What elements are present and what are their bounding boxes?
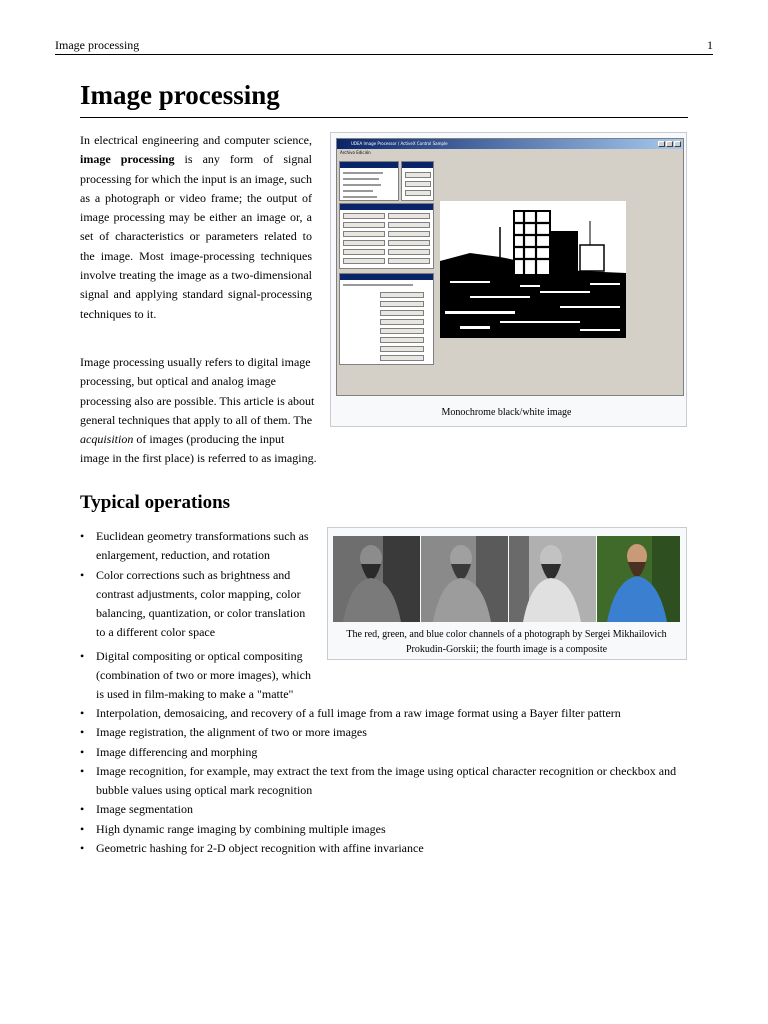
list-item: • Image segmentation (80, 800, 680, 819)
list-item: • Image registration, the alignment of two or more images (80, 723, 680, 742)
list-item: • Color corrections such as brightness and contrast adjustments, color mapping, color balancing, quantization, or color translation to a different color space (80, 566, 316, 643)
intro-p1-pre: In electrical engineering and computer science, (80, 133, 312, 147)
list-item: • Image differencing and morphing (80, 743, 680, 762)
intro-p1-post: is any form of signal processing for which the input is an image, such as a photograph or video frame; the output of image processing may be either an image or, a set of characteristics or parameters related to the image. Most image-processing techniques involve treating the image as a two-dimensional signal and applying standard signal-processing techniques to it. (80, 152, 312, 321)
intro-p2-post: of images (producing the input image in the first place) is referred to as imaging. (80, 432, 317, 466)
app-title: UDEA Image Processor / ActiveX Control Sample (351, 141, 448, 146)
red-channel-image (333, 536, 420, 622)
maximize-icon (666, 141, 673, 147)
list-item: • Image recognition, for example, may extract the text from the image using optical character recognition or checkbox and bubble values using optical mark recognition (80, 762, 680, 801)
app-menu: Archivo Edición (340, 150, 371, 155)
running-header-title: Image processing (55, 38, 140, 52)
intro-p2-italic: acquisition (80, 432, 134, 447)
section-heading: Typical operations (80, 492, 231, 513)
composite-color-image (597, 536, 680, 622)
list-item: • Interpolation, demosaicing, and recovery of a full image from a raw image format using a Bayer filter pattern (80, 704, 680, 723)
figure1-caption: Monochrome black/white image (441, 407, 572, 418)
page-number: 1 (707, 38, 713, 52)
running-header (55, 37, 713, 55)
monochrome-photo (440, 201, 626, 338)
list-item (80, 647, 316, 705)
panel-operations (339, 203, 434, 269)
app-titlebar (337, 139, 683, 149)
article-title: Image processing (80, 78, 688, 118)
operations-list-narrow (80, 527, 316, 705)
intro-p2-pre: Image processing usually refers to digital image processing, but optical and analog image processing also are possible. This article is about general techniques that apply to all of them. The (80, 355, 315, 427)
figure2-caption: The red, green, and blue color channels of a photograph by Sergei Mikhailovich Prokudin-Gorskii; the fourth image is a composite (346, 629, 667, 655)
operations-list-wide (80, 704, 680, 858)
minimize-icon (658, 141, 665, 147)
list-item: • High dynamic range imaging by combining multiple images (80, 820, 680, 839)
green-channel-image (421, 536, 508, 622)
intro-p1-bold: image processing (80, 152, 175, 167)
app-screenshot (336, 138, 684, 396)
list-item: • Geometric hashing for 2-D object recognition with affine invariance (80, 839, 680, 858)
panel-kernel (401, 161, 434, 201)
blue-channel-image (509, 536, 596, 622)
close-icon (674, 141, 681, 147)
list-item: • Euclidean geometry transformations such as enlargement, reduction, and rotation (80, 527, 316, 566)
intro-paragraph-1 (80, 131, 312, 324)
list-item-text: Digital compositing or optical compositing (combination of two or more images), which is used in film-making to make a "matte" (96, 648, 311, 702)
panel-properties (339, 161, 399, 201)
panel-sliders (339, 273, 434, 365)
